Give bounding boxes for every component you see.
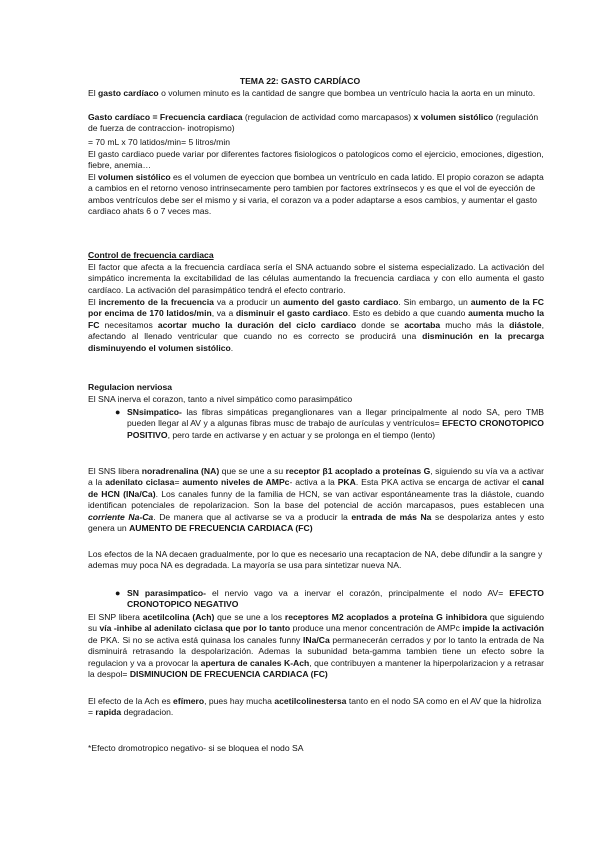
text-run: El bbox=[88, 88, 99, 98]
text-run: el nervio vago va a inervar el corazón, principalmente el nodo AV= bbox=[206, 588, 510, 598]
text-run: El SNP libera bbox=[88, 612, 143, 622]
text-run: es el volumen de eyeccion que bombea un ventrículo en cada latido. El propio corazon se adapta a cambios en el retorno venoso intrinsecamente pero tambien por factores extrínsecos y es que el vol de eyección de ambos ventrículos debe ser el mismo y si varia, el corazon va a poder adaptarse a esos cambios, y aumentar el gasto cardiaco ahats 6 o 7 veces mas. bbox=[88, 172, 544, 217]
footnote: *Efecto dromotropico negativo- si se bloquea el nodo SA bbox=[88, 743, 304, 753]
bold-term: noradrenalina (NA) bbox=[141, 466, 220, 476]
text-run: , va a bbox=[211, 308, 236, 319]
text-run: las fibras simpáticas preganglionares van a llegar principalmente al nodo SA, pero TMB pueden llegar al AV y a algunas fibras musc de trabajo de aurículas y ventrículos= bbox=[127, 407, 544, 429]
cardiac-output-formula bbox=[88, 112, 544, 135]
text-run: , afectando al llenado ventricular que cuando no es correcto se producirá una bbox=[88, 319, 544, 342]
text-run: El bbox=[88, 172, 99, 182]
bold-term: aumento de la FC por encima de 170 latidos/min bbox=[88, 297, 544, 319]
heart-rate-control-paragraph: El factor que afecta a la frecuencia cardíaca sería el SNA actuando sobre el sistema especializado. La activación del simpático incrementa la excitabilidad de las células aumentando la frecuencia cardiaca y con ello aumenta el gasto cardíaco. La activación del parasimpático tendrá el efecto contrario. bbox=[88, 262, 544, 295]
heart-rate-control-heading: Control de frecuencia cardiaca bbox=[88, 250, 214, 260]
bold-term: EFECTO CRONOTOPICO POSITIVO bbox=[127, 418, 544, 440]
bold-term: volumen sistólico bbox=[98, 172, 171, 182]
text-run: , pero tarde en activarse y en actuar y se prolonga en el tiempo (lento) bbox=[167, 429, 436, 440]
bold-term: diástole bbox=[509, 319, 542, 330]
bold-term: impide la activación bbox=[462, 623, 544, 634]
text-run: = bbox=[174, 477, 183, 488]
bold-term: acetilcolina (Ach) bbox=[142, 612, 215, 622]
text-run: se despolariza antes y esto genera un bbox=[88, 511, 545, 534]
cardiac-output-factors: El gasto cardiaco puede variar por diferentes factores fisiologicos o patologicos como el ejercicio, emociones, digestion, fiebre, anemia… bbox=[88, 149, 544, 171]
page-title: TEMA 22: GASTO CARDÍACO bbox=[239, 76, 361, 86]
text-run: de PKA. Si no se activa está quinasa los canales funny bbox=[88, 634, 303, 645]
bold-italic-term: corriente Na-Ca bbox=[88, 511, 154, 522]
text-run: , pues hay mucha bbox=[204, 696, 275, 706]
bold-term: incremento de la frecuencia bbox=[98, 297, 214, 307]
text-run: que se une a su bbox=[219, 466, 286, 476]
bold-term: aumenta mucho la FC bbox=[88, 308, 545, 330]
snp-paragraph bbox=[88, 612, 544, 680]
text-run: . Sin embargo, un bbox=[398, 297, 471, 307]
text-run: . De manera que al activarse se va a producir la bbox=[153, 511, 352, 522]
text-run: El efecto de la Ach es bbox=[88, 696, 174, 706]
bold-term: acortaba bbox=[404, 319, 441, 330]
bold-term: receptor β1 acoplado a proteínas G bbox=[285, 466, 431, 476]
sns-paragraph bbox=[88, 466, 544, 534]
bold-term: canal de HCN (INa/Ca) bbox=[88, 477, 545, 499]
bold-term: Gasto cardíaco = Frecuencia cardiaca bbox=[88, 112, 243, 122]
text-run: , que contribuyen a mantener la hiperpolarizacion y a retrasar la despol= bbox=[88, 657, 544, 680]
text-run: , siguiendo su vía va a activar a la bbox=[88, 466, 544, 488]
bold-term: apertura de canales K-Ach bbox=[200, 657, 310, 668]
bold-term: gasto cardíaco bbox=[98, 88, 159, 98]
bold-term: INa/Ca bbox=[303, 634, 330, 645]
heart-rate-increase-paragraph bbox=[88, 297, 544, 354]
text-run: . Esta PKA activa se encarga de activar el bbox=[355, 477, 523, 488]
text-run: produce una menor concentración de AMPc bbox=[290, 623, 463, 634]
parasympathetic-list-item bbox=[127, 588, 544, 611]
bold-term: rapida bbox=[95, 707, 122, 718]
bold-term: EFECTO CRONOTOPICO NEGATIVO bbox=[127, 588, 544, 610]
bold-term: DISMINUCION DE FRECUENCIA CARDIACA (FC) bbox=[129, 669, 328, 680]
text-run: que siguiendo su bbox=[88, 612, 545, 634]
cardiac-output-calculation: = 70 mL x 70 latidos/min= 5 litros/min bbox=[88, 137, 231, 147]
bold-term: entrada de más Na bbox=[351, 511, 432, 522]
text-run: permanecerán cerrados y por lo tanto la entrada de Na disminuirá retrasando la despolarización. Ademas la subunidad beta-gamma tambien tiene un efecto sobre la regulacion y va a provocar la bbox=[88, 634, 544, 668]
text-run: (regulacion de actividad como marcapasos) bbox=[242, 112, 414, 122]
text-run: degradacion. bbox=[121, 707, 174, 718]
text-run: que se une a los bbox=[214, 612, 285, 622]
bold-term: SN parasimpatico- bbox=[127, 588, 207, 598]
noradrenaline-paragraph: Los efectos de la NA decaen gradualmente, por lo que es necesario una recaptacion de NA, debe difundir a la sangre y ademas muy poca NA es degradada. La mayoría se usa para sintetizar nueva NA. bbox=[88, 549, 543, 571]
text-run: donde se bbox=[356, 319, 405, 330]
nervous-regulation-intro: El SNA inerva el corazon, tanto a nivel simpático como parasimpático bbox=[88, 394, 353, 404]
text-run: va a producir un bbox=[213, 297, 284, 307]
acetylcholine-paragraph bbox=[88, 696, 544, 719]
bold-term: disminución en la precarga disminuyendo el volumen sistólico bbox=[88, 331, 544, 353]
text-run: o volumen minuto es la cantidad de sangre que bombea un ventrículo hacia la aorta en un minuto. bbox=[158, 88, 536, 98]
cardiac-output-definition bbox=[88, 88, 544, 99]
text-run: . bbox=[230, 342, 234, 353]
bold-term: aumento del gasto cardiaco bbox=[283, 297, 399, 307]
text-run: El SNS libera bbox=[88, 466, 142, 476]
text-run: . Los canales funny de la familia de HCN, se van activar espontáneamente tras la diástole, cuando identifican potenciales de repolarizacion. Son la base del potencial de acción marcapasos, pues establecen una bbox=[88, 488, 544, 511]
bold-term: acetilcolinestersa bbox=[274, 696, 347, 706]
text-run: (regulación de fuerza de contraccion- inotropismo) bbox=[88, 112, 539, 134]
bullet-icon: ● bbox=[115, 588, 121, 598]
bold-term: disminuir el gasto cardiaco bbox=[235, 308, 348, 319]
text-run: mucho más la bbox=[440, 319, 510, 330]
bold-term: adenilato ciclasa bbox=[105, 477, 175, 488]
bold-term: AUMENTO DE FRECUENCIA CARDIACA (FC) bbox=[129, 523, 313, 534]
bold-term: PKA bbox=[337, 477, 356, 488]
text-run: - activa a la bbox=[289, 477, 338, 488]
text-run: . Esto es debido a que cuando bbox=[347, 308, 469, 319]
bold-term: vía -inhibe al adenilato ciclasa que por lo tanto bbox=[99, 623, 291, 634]
text-run: necesitamos bbox=[99, 319, 158, 330]
bold-term: acortar mucho la duración del ciclo cardiaco bbox=[157, 319, 357, 330]
stroke-volume-paragraph bbox=[88, 172, 544, 218]
nervous-regulation-heading: Regulacion nerviosa bbox=[88, 382, 173, 392]
bold-term: receptores M2 acoplados a proteína G inhibidora bbox=[284, 612, 488, 622]
bold-term: x volumen sistólico bbox=[413, 112, 494, 122]
text-run: tanto en el nodo SA como en el AV que la hidroliza = bbox=[88, 696, 542, 718]
bold-term: aumento niveles de AMPc bbox=[182, 477, 290, 488]
bold-term: SNsimpatico- bbox=[127, 407, 182, 417]
bullet-icon: ● bbox=[115, 407, 121, 417]
bold-term: efímero bbox=[173, 696, 205, 706]
sympathetic-list-item bbox=[127, 407, 544, 441]
text-run: El bbox=[88, 297, 99, 307]
